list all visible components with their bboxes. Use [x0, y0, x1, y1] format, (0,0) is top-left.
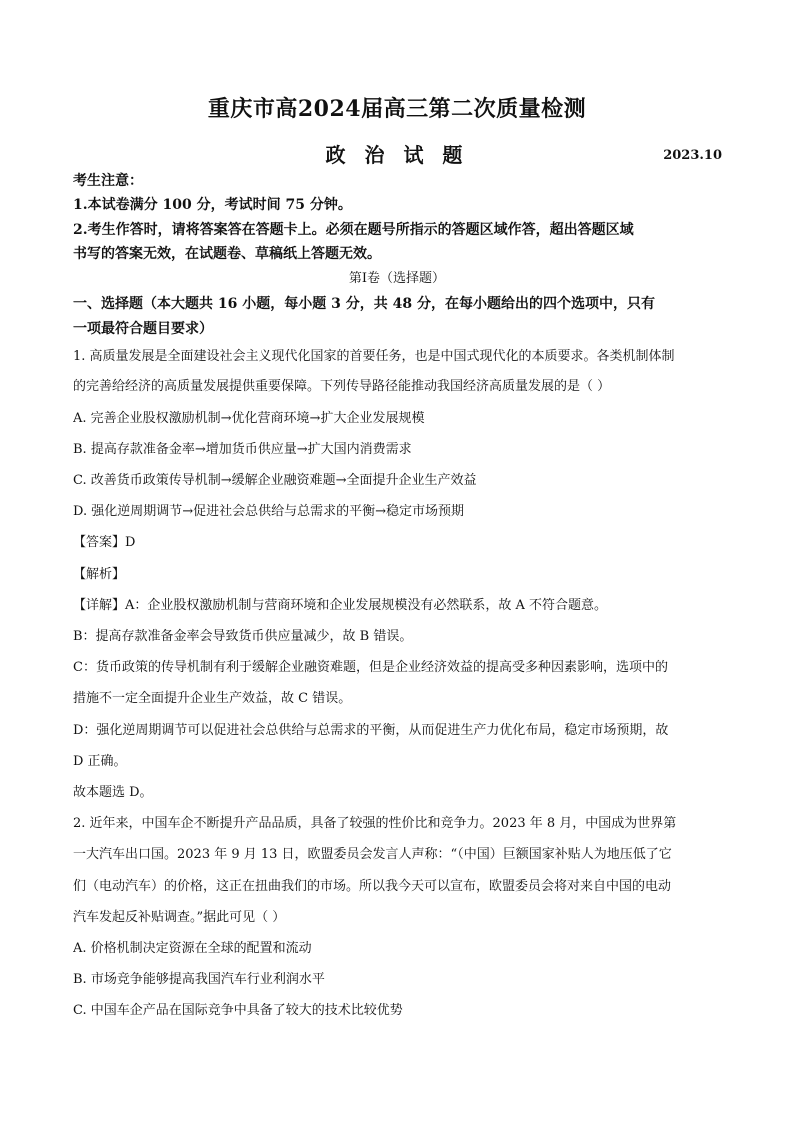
q2-option-c: C. 中国车企产品在国际竞争中具备了较大的技术比较优势 [73, 1003, 403, 1018]
q1-answer: 【答案】D [73, 535, 136, 550]
q2-stem-line-1: 2. 近年来，中国车企不断提升产品品质，具备了较强的性价比和竞争力。2023 年 8 月，中国成为世界第 [73, 816, 677, 831]
q1-stem-line-1: 1. 高质量发展是全面建设社会主义现代化国家的首要任务，也是中国式现代化的本质要求。各类机制体制 [73, 349, 675, 364]
q1-option-c: C. 改善货币政策传导机制→缓解企业融资难题→全面提升企业生产效益 [73, 473, 477, 488]
section-heading-line-2: 一项最符合题目要求） [73, 321, 213, 337]
q1-stem-line-2: 的完善给经济的高质量发展提供重要保障。下列传导路径能推动我国经济高质量发展的是（ ） [73, 379, 611, 394]
q2-stem-line-2: 一大汽车出口国。2023 年 9 月 13 日，欧盟委员会发言人声称：“（中国）巨额国家补贴人为地压低了它 [73, 847, 672, 862]
notice-heading: 考生注意： [73, 173, 143, 189]
q1-detail-c-line-1: C：货币政策的传导机制有利于缓解企业融资难题，但是企业经济效益的提高受多种因素影响，选项中的 [73, 660, 668, 675]
section-heading-line-1: 一、选择题（本大题共 16 小题，每小题 3 分，共 48 分，在每小题给出的四个选项中，只有 [73, 296, 655, 312]
exam-subject: 政 治 试 题 [325, 143, 469, 167]
q1-detail-d-line-2: D 正确。 [73, 754, 127, 769]
q2-stem-line-4: 汽车发起反补贴调查。”据此可见（ ） [73, 910, 286, 925]
exam-date: 2023.10 [663, 148, 722, 163]
notice-item-2-line-1: 2.考生作答时，请将答案答在答题卡上。必须在题号所指示的答题区域作答，超出答题区域 [73, 222, 634, 238]
q2-option-a: A. 价格机制决定资源在全球的配置和流动 [73, 941, 312, 956]
q1-detail-d-line-1: D：强化逆周期调节可以促进社会总供给与总需求的平衡，从而促进生产力优化布局，稳定市场预期，故 [73, 723, 669, 738]
volume-heading: 第Ⅰ卷（选择题） [348, 271, 446, 286]
exam-title: 重庆市高2024届高三第二次质量检测 [207, 96, 587, 122]
q1-option-a: A. 完善企业股权激励机制→优化营商环境→扩大企业发展规模 [73, 411, 425, 426]
notice-item-2-line-2: 书写的答案无效，在试题卷、草稿纸上答题无效。 [73, 246, 381, 262]
q1-option-b: B. 提高存款准备金率→增加货币供应量→扩大国内消费需求 [73, 442, 412, 457]
q1-analysis-label: 【解析】 [73, 567, 126, 582]
q2-stem-line-3: 们（电动汽车）的价格，这正在扭曲我们的市场。所以我今天可以宣布，欧盟委员会将对来自中国的电动 [73, 879, 672, 894]
q1-detail-a: 【详解】A：企业股权激励机制与营商环境和企业发展规模没有必然联系，故 A 不符合题意。 [73, 598, 608, 613]
notice-item-1: 1.本试卷满分 100 分，考试时间 75 分钟。 [73, 197, 352, 213]
q1-option-d: D. 强化逆周期调节→促进社会总供给与总需求的平衡→稳定市场预期 [73, 504, 465, 519]
q1-detail-c-line-2: 措施不一定全面提升企业生产效益，故 C 错误。 [73, 691, 352, 706]
q1-conclusion: 故本题选 D。 [73, 785, 153, 800]
q2-option-b: B. 市场竞争能够提高我国汽车行业利润水平 [73, 972, 325, 987]
q1-detail-b: B：提高存款准备金率会导致货币供应量减少，故 B 错误。 [73, 629, 413, 644]
